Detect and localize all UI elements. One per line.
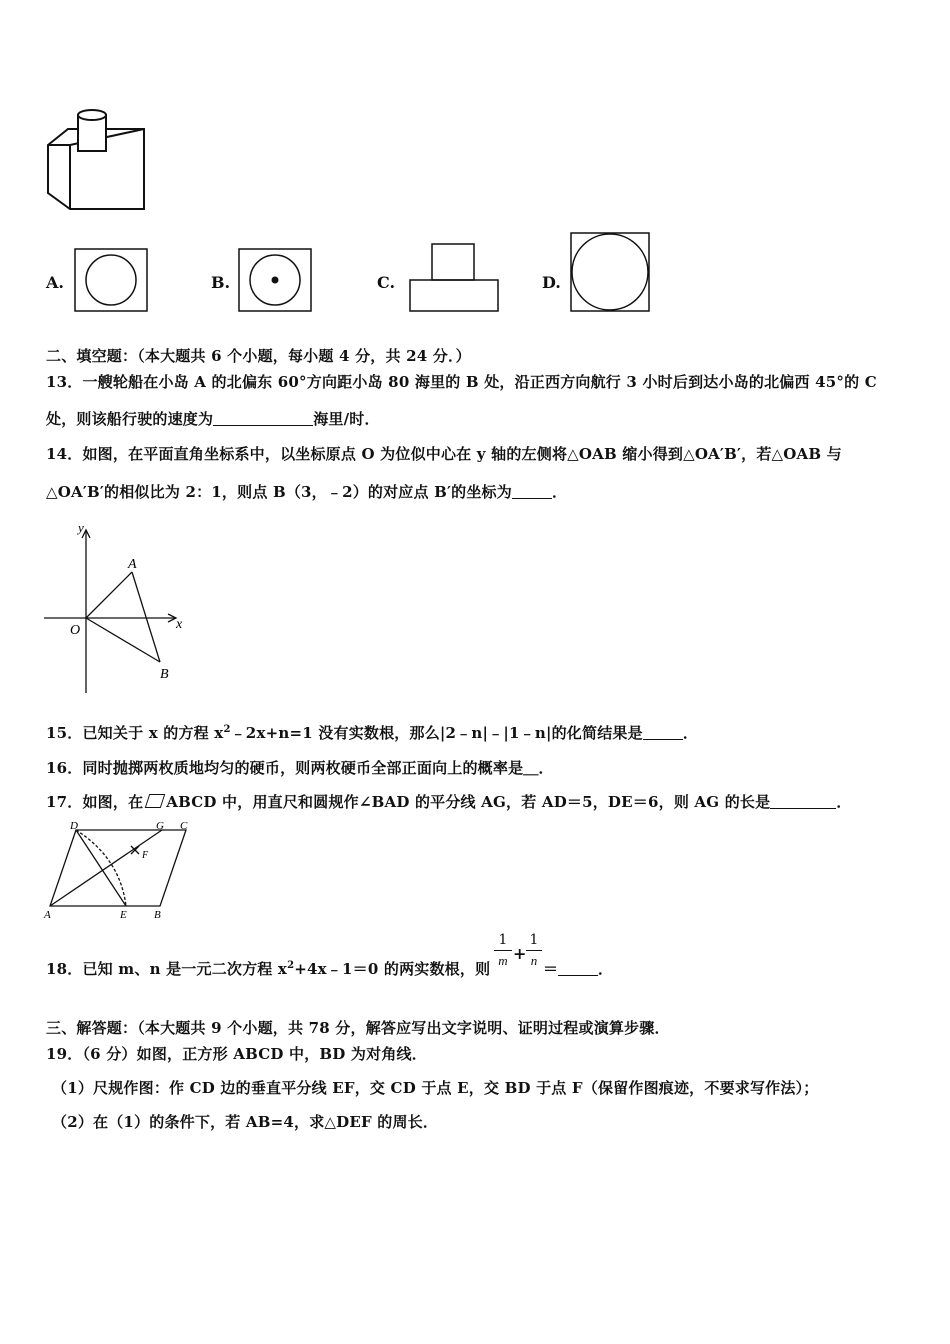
option-c-label: C.	[377, 273, 396, 292]
point-g-label: G	[156, 820, 164, 832]
q15-line	[46, 722, 698, 743]
option-a-figure[interactable]	[74, 248, 148, 312]
q18-tail	[543, 958, 613, 979]
q19-part2: （2）在（1）的条件下，若 AB=4，求△DEF 的周长．	[52, 1113, 439, 1131]
point-a-label: A	[128, 557, 137, 572]
q18-exponent: 2	[287, 960, 295, 971]
point-f-label: F	[142, 850, 149, 861]
q17-line	[46, 791, 852, 812]
parallelogram-icon	[145, 794, 166, 808]
frac1-numerator: 1	[498, 932, 508, 948]
q16-line: 16．同时抛掷两枚质地均匀的硬币，则两枚硬币全部正面向上的概率是＿．	[46, 759, 554, 777]
q18-text-mid: +4x﹣1＝0 的两实数根，则	[294, 960, 491, 978]
q15-text-end: ．	[682, 724, 699, 742]
q18-line	[46, 958, 490, 979]
frac1-denominator: m	[498, 953, 508, 968]
option-d-label: D.	[542, 273, 561, 292]
q17-parallelogram-figure	[40, 818, 200, 924]
q18-text-end: ．	[598, 960, 614, 978]
section3-header: 三、解答题：（本大题共 9 个小题，共 78 分，解答应写出文字说明、证明过程或演算步骤．	[46, 1019, 670, 1037]
option-a-label: A.	[46, 273, 64, 292]
point-a-label: A	[44, 909, 51, 921]
q14-text-post: ．	[551, 483, 568, 501]
x-axis-label: x	[176, 617, 183, 632]
q14-line1: 14．如图，在平面直角坐标系中，以坐标原点 O 为位似中心在 y 轴的左侧将△OAB 缩小得到△OA′B′，若△OAB 与	[46, 445, 842, 463]
q17-text-pre: 17．如图，在	[46, 793, 144, 811]
q19-part1: （1）尺规作图：作 CD 边的垂直平分线 EF，交 CD 于点 E，交 BD 于点 F（保留作图痕迹，不要求写作法）；	[52, 1079, 819, 1097]
point-c-label: C	[180, 820, 188, 832]
q15-text-pre: 15．已知关于 x 的方程 x	[46, 724, 224, 742]
q13-line1: 13．一艘轮船在小岛 A 的北偏东 60°方向距小岛 80 海里的 B 处，沿正西方向航行 3 小时后到达小岛的北偏西 45°的 C	[46, 373, 877, 391]
q18-answer-blank[interactable]	[558, 961, 598, 976]
option-b-label: B.	[211, 273, 231, 292]
origin-label: O	[70, 623, 81, 638]
q14-coordinate-figure	[40, 518, 200, 698]
q17-answer-blank[interactable]	[770, 794, 836, 809]
solid-figure	[44, 105, 148, 217]
option-d-figure[interactable]	[570, 232, 652, 314]
option-c-figure[interactable]	[408, 242, 502, 314]
q15-answer-blank[interactable]	[643, 725, 683, 740]
q14-text-pre: △OA′B′的相似比为 2：1，则点 B（3，﹣2）的对应点 B′的坐标为	[46, 483, 512, 501]
q15-text-post: ﹣2x+n=1 没有实数根，那么|2﹣n|﹣|1﹣n|的化简结果是	[230, 724, 643, 742]
q18-text-pre: 18．已知 m、n 是一元二次方程 x	[46, 960, 288, 978]
y-axis-label: y	[78, 520, 84, 535]
frac2-numerator: 1	[529, 932, 539, 948]
frac1-bar	[494, 950, 512, 951]
point-e-label: E	[120, 909, 127, 921]
point-d-label: D	[70, 820, 78, 832]
frac2-denominator: n	[530, 953, 538, 968]
q15-exponent: 2	[223, 724, 231, 735]
frac2-bar	[526, 950, 542, 951]
plus-sign: +	[513, 944, 527, 963]
q19-line1: 19．（6 分）如图，正方形 ABCD 中，BD 为对角线．	[46, 1045, 427, 1063]
q13-answer-blank[interactable]	[213, 411, 313, 426]
option-b-figure[interactable]	[238, 248, 312, 312]
q14-line2	[46, 481, 567, 502]
section2-header: 二、填空题：（本大题共 6 个小题，每小题 4 分，共 24 分．）	[46, 347, 471, 365]
q13-line2	[46, 408, 380, 429]
segment-de	[76, 830, 126, 906]
frac2	[526, 932, 542, 969]
point-b-label: B	[154, 909, 161, 921]
q13-text-post: 海里/时．	[313, 410, 380, 428]
segment-oa	[86, 572, 132, 618]
q13-text-pre: 处，则该船行驶的速度为	[46, 410, 214, 428]
q18-equals: ＝	[543, 960, 559, 978]
segment-ag	[50, 830, 162, 906]
q14-answer-blank[interactable]	[512, 484, 552, 499]
point-b-label: B	[160, 667, 169, 682]
q17-text-end: ．	[836, 793, 852, 811]
q17-text-post: ABCD 中，用直尺和圆规作∠BAD 的平分线 AG，若 AD＝5，DE＝6，则 AG 的长是	[166, 793, 771, 811]
frac1	[494, 932, 512, 969]
